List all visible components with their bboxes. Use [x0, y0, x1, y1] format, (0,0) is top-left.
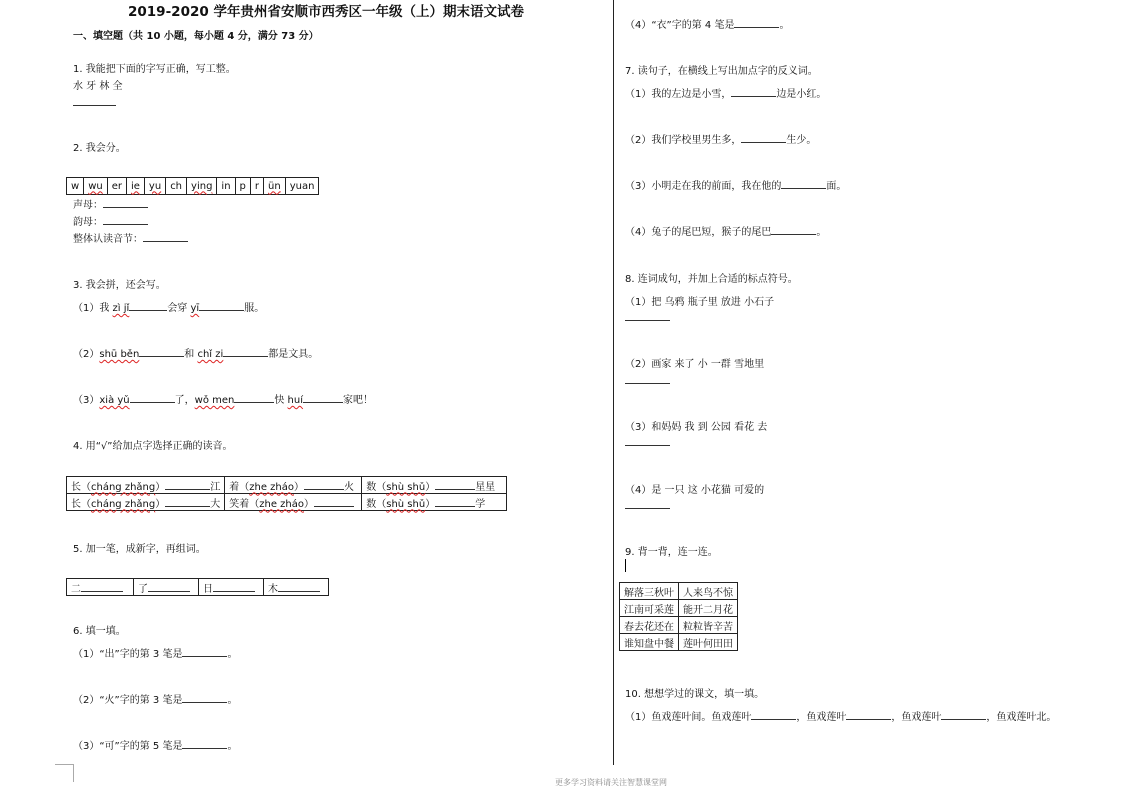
whole-syllable-line[interactable]: 整体认读音节：	[73, 230, 188, 245]
question-7-item-1[interactable]: （1）我的左边是小雪， 边是小红。	[625, 89, 827, 100]
question-7-item-2[interactable]: （2）我们学校里男生多， 生少。	[625, 135, 817, 146]
question-8-answer-blank[interactable]	[625, 374, 670, 387]
question-3-stem: 3. 我会拼，还会写。	[73, 280, 166, 291]
question-9-stem: 9. 背一背，连一连。	[625, 547, 718, 558]
question-10-stem: 10. 想想学过的课文，填一填。	[625, 689, 765, 700]
question-2-stem: 2. 我会分。	[73, 143, 126, 154]
question-3-line-1[interactable]: （1）我 zì jǐ 会穿 yī 服。	[73, 303, 265, 314]
question-8-answer-blank[interactable]	[625, 436, 670, 449]
question-5-stem: 5. 加一笔，成新字，再组词。	[73, 544, 206, 555]
question-1-stem: 1. 我能把下面的字写正确，写工整。	[73, 64, 236, 75]
pinyin-cell: ying	[187, 178, 217, 195]
add-stroke-table	[66, 578, 329, 596]
poem-right-cell[interactable]: 莲叶何田田	[679, 634, 738, 651]
pinyin-cell: r	[250, 178, 263, 195]
pinyin-cell: er	[107, 178, 126, 195]
section-heading: 一、填空题（共 10 小题，每小题 4 分，满分 73 分）	[73, 31, 319, 42]
pinyin-cell: ün	[264, 178, 286, 195]
question-6-stem: 6. 填一填。	[73, 626, 126, 637]
poem-left-cell[interactable]: 江南可采莲	[620, 600, 679, 617]
pinyin-table	[66, 177, 319, 195]
question-8-item-4: （4）是 一只 这 小花猫 可爱的	[625, 485, 765, 496]
pronunciation-table	[66, 476, 507, 511]
poem-matching-table	[619, 582, 738, 651]
question-10-line[interactable]: （1）鱼戏莲叶间。鱼戏莲叶 ，鱼戏莲叶 ，鱼戏莲叶 ，鱼戏莲叶北。	[625, 712, 1057, 723]
finals-line[interactable]: 韵母：	[73, 213, 148, 228]
pinyin-cell: yuan	[285, 178, 319, 195]
question-8-item-1: （1）把 乌鸦 瓶子里 放进 小石子	[625, 297, 775, 308]
pinyin-cell: ie	[126, 178, 144, 195]
question-1-answer-blank[interactable]	[73, 96, 116, 109]
add-stroke-cell[interactable]: 日	[199, 579, 264, 596]
question-6-item-4[interactable]: （4）“衣”字的第 4 笔是 。	[625, 20, 790, 31]
question-8-item-2: （2）画家 来了 小 一群 雪地里	[625, 359, 765, 370]
pronunciation-cell[interactable]: 数（shù shǔ） 星星	[362, 477, 507, 494]
pronunciation-cell[interactable]: 数（shù shǔ） 学	[362, 494, 507, 511]
poem-right-cell[interactable]: 粒粒皆辛苦	[679, 617, 738, 634]
question-8-answer-blank[interactable]	[625, 311, 670, 324]
question-6-item-2[interactable]: （2）“火”字的第 3 笔是 。	[73, 695, 238, 706]
page-footer: 更多学习资料请关注智慧课堂网	[555, 778, 667, 787]
add-stroke-cell[interactable]: 木	[264, 579, 329, 596]
poem-right-cell[interactable]: 能开二月花	[679, 600, 738, 617]
poem-left-cell[interactable]: 谁知盘中餐	[620, 634, 679, 651]
question-7-item-4[interactable]: （4）兔子的尾巴短，猴子的尾巴 。	[625, 227, 827, 238]
pronunciation-cell[interactable]: 笑着（zhe zháo）	[225, 494, 362, 511]
question-7-stem: 7. 读句子，在横线上写出加点字的反义词。	[625, 66, 818, 77]
poem-left-cell[interactable]: 解落三秋叶	[620, 583, 679, 600]
question-7-item-3[interactable]: （3）小明走在我的前面，我在他的 面。	[625, 181, 847, 192]
add-stroke-cell[interactable]: 了	[134, 579, 199, 596]
pinyin-cell: w	[67, 178, 84, 195]
question-6-item-1[interactable]: （1）“出”字的第 3 笔是 。	[73, 649, 238, 660]
question-3-line-2[interactable]: （2）shū běn 和 chǐ zi 都是文具。	[73, 349, 319, 360]
question-1-chars: 水 牙 林 全	[73, 81, 123, 92]
pinyin-cell: wu	[84, 178, 108, 195]
pinyin-cell: ch	[166, 178, 187, 195]
add-stroke-cell[interactable]: 二	[67, 579, 134, 596]
question-8-item-3: （3）和妈妈 我 到 公园 看花 去	[625, 422, 768, 433]
pinyin-cell: yu	[144, 178, 165, 195]
initials-line[interactable]: 声母：	[73, 196, 148, 211]
question-8-answer-blank[interactable]	[625, 499, 670, 512]
crop-mark	[55, 764, 73, 765]
poem-right-cell[interactable]: 人来鸟不惊	[679, 583, 738, 600]
text-cursor	[625, 559, 626, 572]
page-title: 2019-2020 学年贵州省安顺市西秀区一年级（上）期末语文试卷	[128, 4, 524, 20]
poem-left-cell[interactable]: 春去花还在	[620, 617, 679, 634]
pinyin-cell: in	[217, 178, 235, 195]
crop-mark	[73, 764, 74, 782]
question-6-item-3[interactable]: （3）“可”字的第 5 笔是 。	[73, 741, 238, 752]
question-8-stem: 8. 连词成句，并加上合适的标点符号。	[625, 274, 798, 285]
question-4-stem: 4. 用“√”给加点字选择正确的读音。	[73, 441, 233, 452]
pronunciation-cell[interactable]: 长（cháng zhǎng） 江	[67, 477, 225, 494]
pronunciation-cell[interactable]: 着（zhe zháo） 火	[225, 477, 362, 494]
question-3-line-3[interactable]: （3）xià yǔ 了，wǒ men 快 huí 家吧！	[73, 395, 374, 406]
column-divider	[613, 0, 614, 765]
pinyin-cell: p	[235, 178, 250, 195]
pronunciation-cell[interactable]: 长（cháng zhǎng） 大	[67, 494, 225, 511]
